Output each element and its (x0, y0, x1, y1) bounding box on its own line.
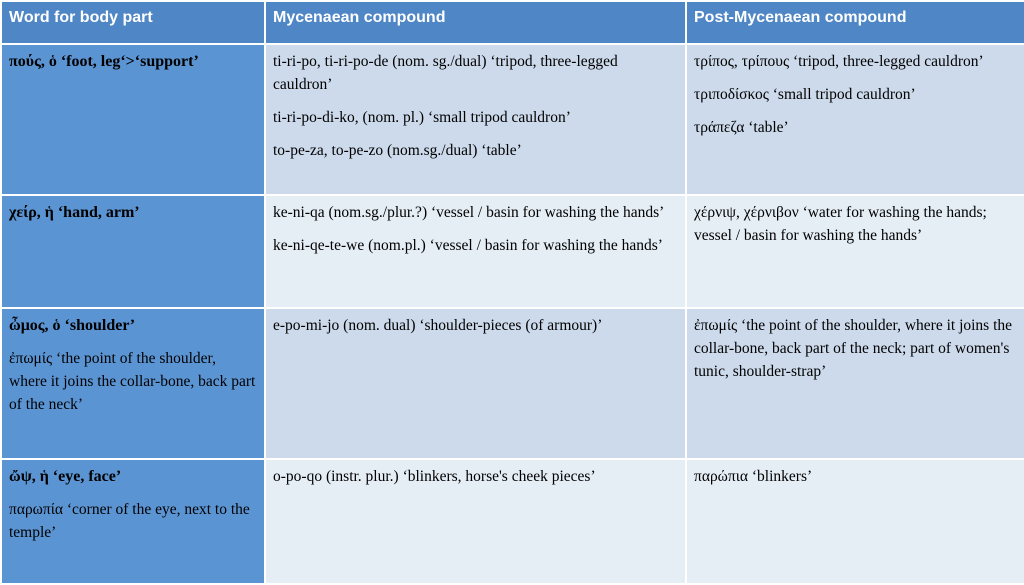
body-part-related-word: ἐπωμίς ‘the point of the shoulder, where it joins the collar-bone, back part of the neck’ (9, 350, 256, 414)
post-mycenaean-cell (686, 44, 1024, 195)
body-part-cell (1, 308, 265, 458)
mycenaean-cell (265, 44, 686, 195)
post-mycenaean-entry: χέρνιψ, χέρνιβον ‘water for washing the hands; vessel / basin for washing the hands’ (694, 204, 987, 245)
body-part-headword: πούς, ὁ ‘foot, leg‘>‘support’ (9, 53, 199, 70)
body-part-related-word: παρωπία ‘corner of the eye, next to the temple’ (9, 500, 250, 541)
body-part-cell (1, 459, 265, 584)
post-mycenaean-cell (686, 195, 1024, 308)
mycenaean-entry: e-po-mi-jo (nom. dual) ‘shoulder-pieces (of armour)’ (273, 317, 603, 335)
table-row (1, 308, 1024, 458)
post-mycenaean-entry: ἐπωμίς ‘the point of the shoulder, where it joins the collar-bone, back part of the neck; part of women's tunic, shoulder-strap’ (694, 317, 1013, 381)
mycenaean-entry: to-pe-za, to-pe-zo (nom.sg./dual) ‘table’ (273, 142, 522, 159)
post-mycenaean-entry: τρίπος, τρίπους ‘tripod, three-legged cauldron’ (694, 53, 984, 70)
header-post-mycenaean: Post-Mycenaean compound (686, 1, 1024, 44)
body-part-cell (1, 195, 265, 308)
body-part-headword: χείρ, ἡ ‘hand, arm’ (9, 204, 140, 222)
header-row (1, 1, 1024, 44)
mycenaean-cell (265, 308, 686, 458)
post-mycenaean-entry: τριποδίσκος ‘small tripod cauldron’ (694, 86, 916, 103)
mycenaean-cell (265, 459, 686, 584)
post-mycenaean-entry: παρώπια ‘blinkers’ (694, 467, 813, 485)
table-row (1, 195, 1024, 308)
table-row (1, 459, 1024, 584)
post-mycenaean-cell (686, 308, 1024, 458)
header-body-part: Word for body part (1, 1, 265, 44)
mycenaean-entry: ke-ni-qa (nom.sg./plur.?) ‘vessel / basin for washing the hands’ (273, 204, 665, 222)
mycenaean-entry: ti-ri-po, ti-ri-po-de (nom. sg./dual) ‘tripod, three-legged cauldron’ (273, 53, 618, 93)
body-part-headword: ὤψ, ἡ ‘eye, face’ (9, 467, 122, 485)
table-row (1, 44, 1024, 195)
post-mycenaean-cell (686, 459, 1024, 584)
mycenaean-cell (265, 195, 686, 308)
body-part-headword: ὦμος, ὁ ‘shoulder’ (9, 317, 136, 335)
mycenaean-entry: ke-ni-qe-te-we (nom.pl.) ‘vessel / basin for washing the hands’ (273, 237, 663, 255)
mycenaean-entry: o-po-qo (instr. plur.) ‘blinkers, horse's cheek pieces’ (273, 467, 596, 485)
body-part-cell (1, 44, 265, 195)
header-mycenaean: Mycenaean compound (265, 1, 686, 44)
mycenaean-entry: ti-ri-po-di-ko, (nom. pl.) ‘small tripod cauldron’ (273, 109, 571, 126)
post-mycenaean-entry: τράπεζα ‘table’ (694, 119, 789, 136)
